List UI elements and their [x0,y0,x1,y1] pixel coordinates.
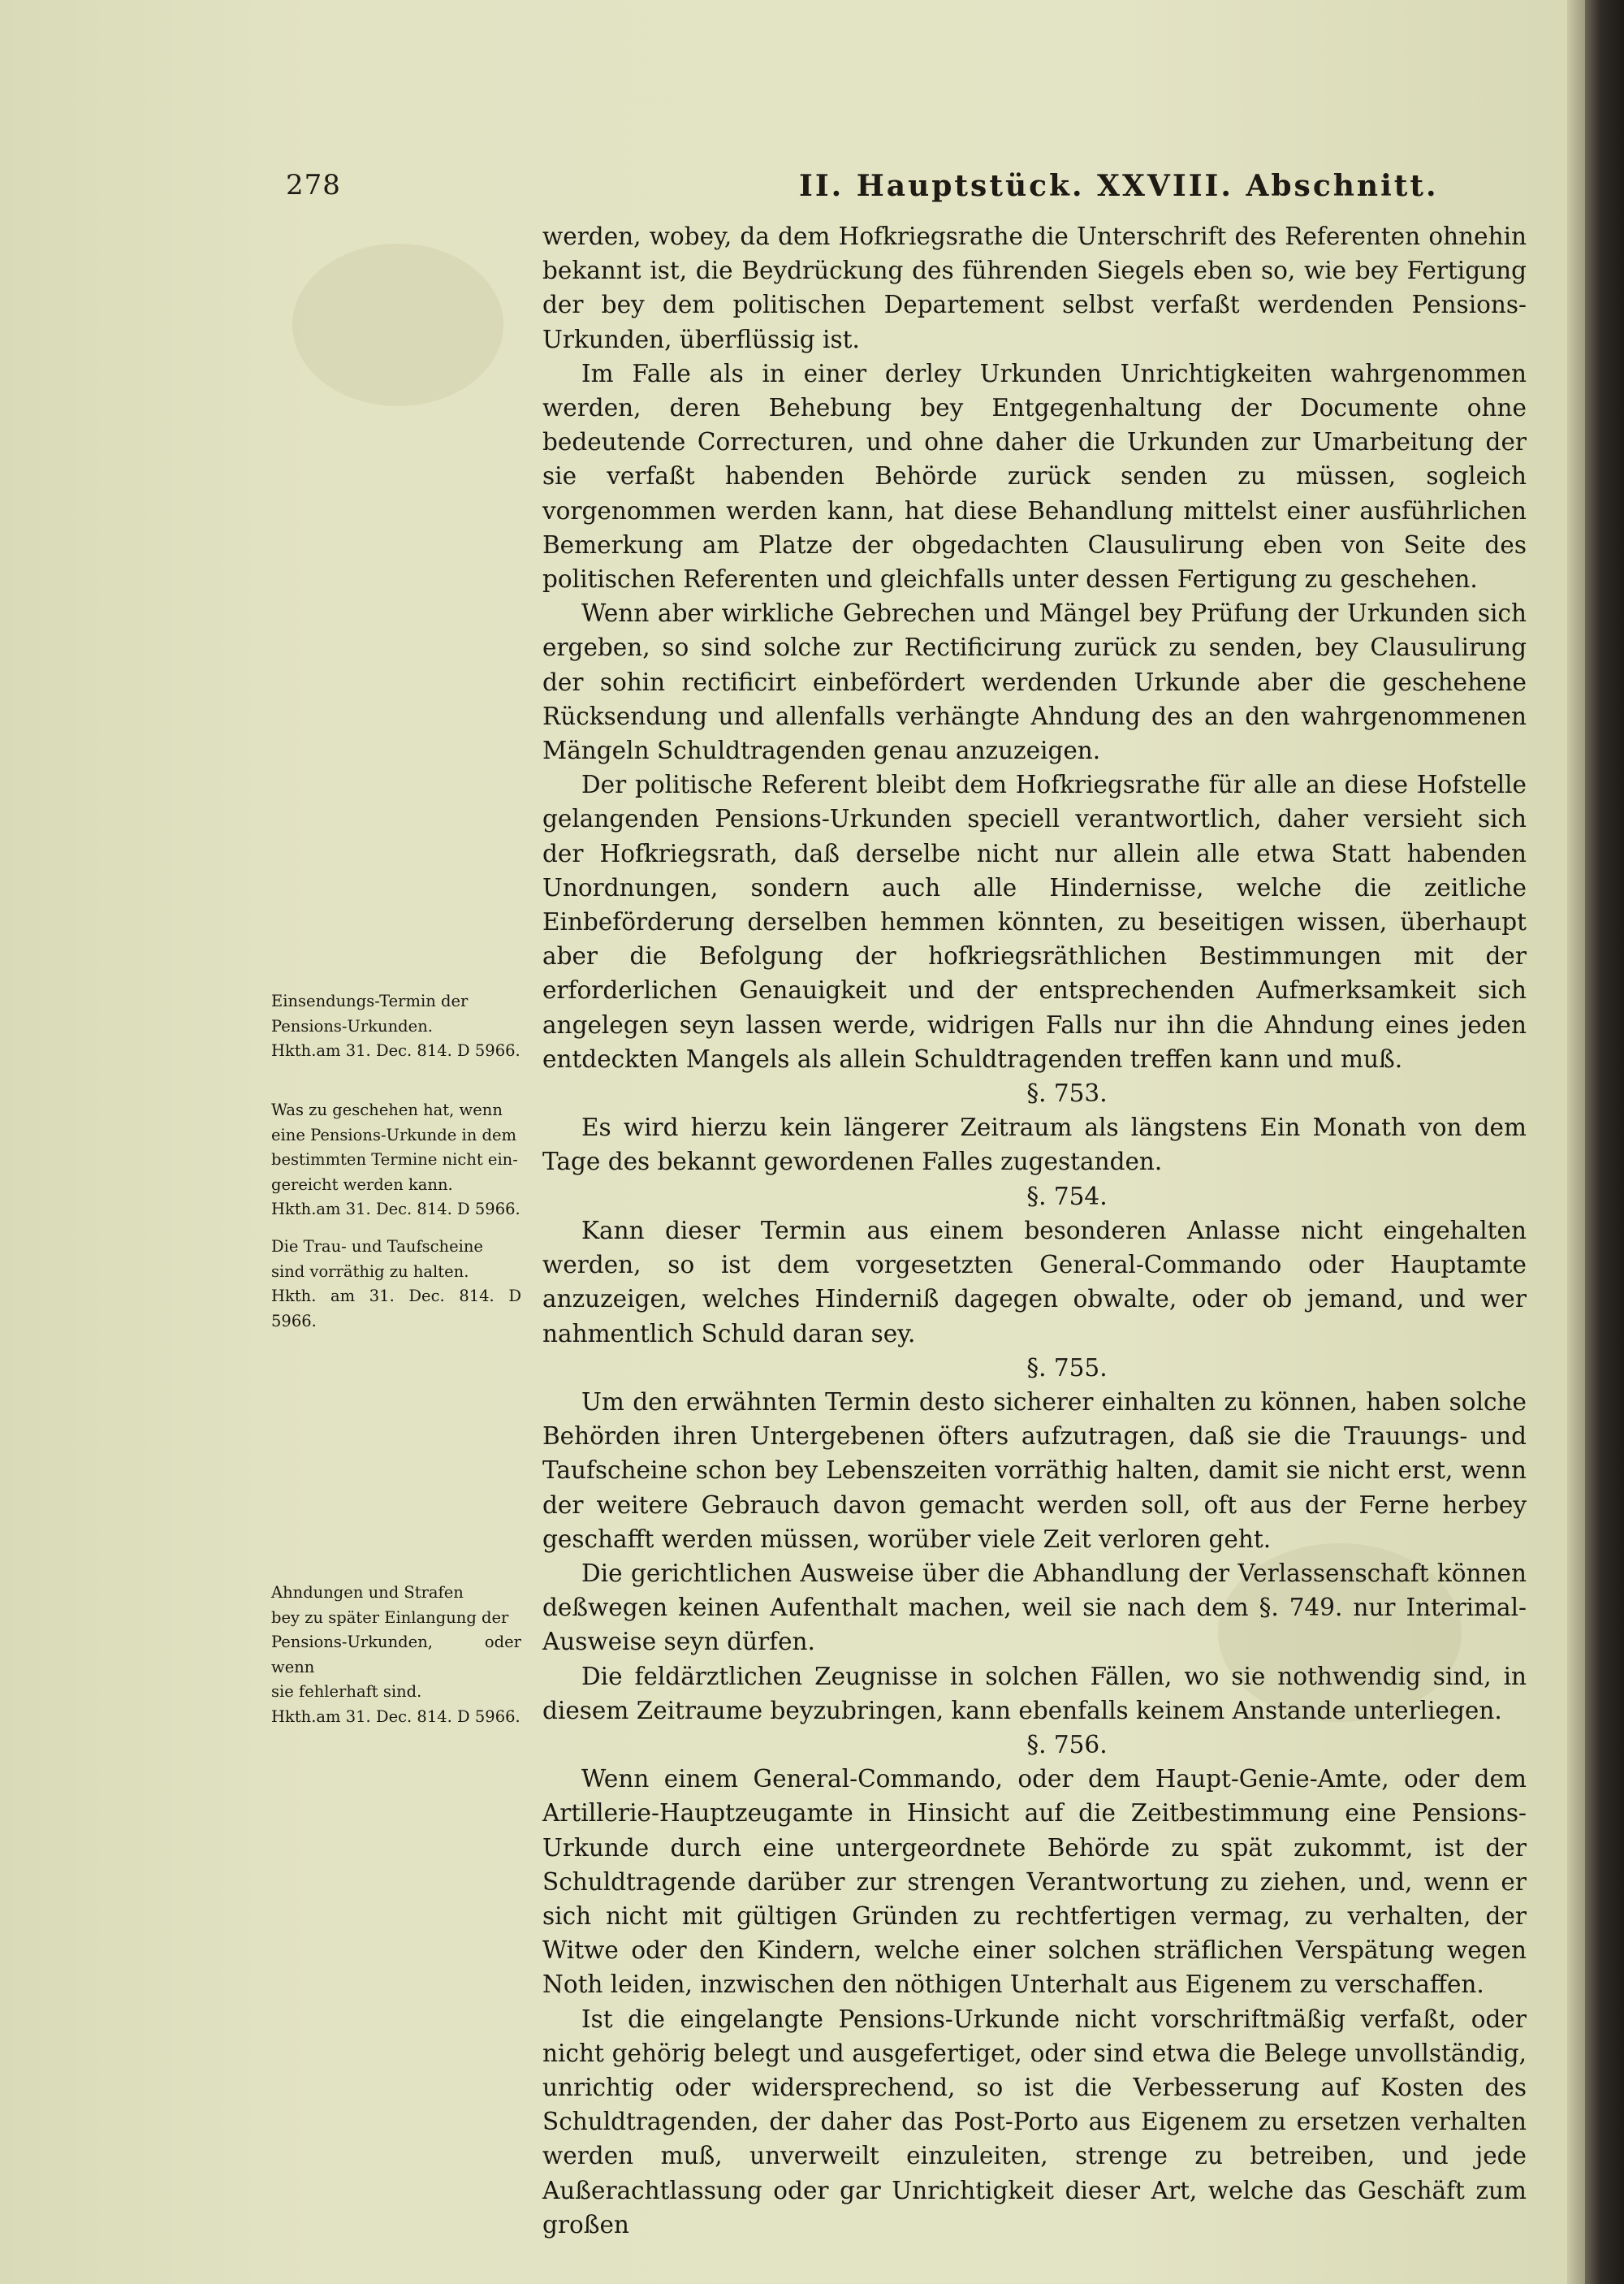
book-edge [1585,0,1624,2284]
margin-note-line: Hkth.am 31. Dec. 814. D 5966. [271,1041,520,1060]
margin-note-line: eine Pensions-Urkunde in dem [271,1125,516,1144]
paragraph: Die gerichtlichen Ausweise über die Abhandlung der Verlassenschaft können deßwegen keinen Aufenthalt machen, weil sie nach dem §. 749. nur Interimal-Ausweise seyn dürfen. [542,1559,1527,1656]
paragraph: Wenn aber wirkliche Gebrechen und Mängel bey Prüfung der Urkunden sich ergeben, so sind solche zur Rectificirung zurück zu senden, bey Clausulirung der sohin rectificirt einbefördert werdenden Urkunde aber die geschehene Rücksendung und allenfalls verhängte Ahndung des an den wahrgenommenen Mängeln Schuldtragenden genau anzuzeigen. [542,599,1527,765]
margin-note-line: gereicht werden kann. [271,1174,453,1194]
paragraph: Ist die eingelangte Pensions-Urkunde nicht vorschriftmäßig verfaßt, oder nicht gehörig belegt und ausgefertiget, oder sind etwa die Belege unvollständig, unrichtig oder widersprechend, so ist die Verbesserung auf Kosten des Schuldtragenden, der daher das Post-Porto aus Eigenem zu ersetzen verhalten werden muß, unverweilt einzuleiten, strenge zu betreiben, und jede Außerachtlassung oder gar Unrichtigkeit dieser Art, welche das Geschäft zum großen [542,2005,1527,2239]
margin-note-line: Einsendungs-Termin der [271,992,469,1010]
paragraph: Kann dieser Termin aus einem besonderen Anlasse nicht eingehalten werden, so ist dem vorgesetzten General-Commando oder Hauptamte anzuzeigen, welches Hinderniß dagegen obwalte, oder ob jemand, und wer nahmentlich Schuld daran sey. [542,1216,1527,1347]
paragraph: Die feldärztlichen Zeugnisse in solchen Fällen, wo sie nothwendig sind, in diesem Zeitraume beyzubringen, kann ebenfalls keinem Anstande unterliegen. [542,1662,1527,1724]
paper-stain [292,244,503,406]
page-spine-shadow [1567,0,1585,2284]
running-head: II. Hauptstück. XXVIII. Abschnitt. [799,169,1439,203]
margin-note-line: Pensions-Urkunden. [271,1016,433,1036]
section-heading-753: §. 753. [1026,1079,1108,1108]
margin-note-line: sie fehlerhaft sind. [271,1682,422,1701]
margin-note-line: bey zu später Einlangung der [271,1607,509,1627]
margin-note-line: sind vorräthig zu halten. [271,1261,469,1281]
paragraph: Um den erwähnten Termin desto sicherer einhalten zu können, haben solche Behörden ihren Untergebenen öfters aufzutragen, daß sie die Trauungs- und Taufscheine schon bey Lebenszeiten vorräthig halten, damit sie nicht erst, wenn der weitere Gebrauch davon gemacht werden soll, oft aus der Ferne herbey geschafft werden müssen, worüber viele Zeit verloren geht. [542,1387,1527,1553]
paragraph: Im Falle als in einer derley Urkunden Unrichtigkeiten wahrgenommen werden, deren Behebung bey Entgegenhaltung der Documente ohne bedeutende Correcturen, und ohne daher die Urkunden zur Umarbeitung der sie verfaßt habenden Behörde zurück senden zu müssen, sogleich vorgenommen werden kann, hat diese Behandlung mittelst einer ausführlichen Bemerkung am Platze der obgedachten Clausulirung eben von Seite des politischen Referenten und gleichfalls unter dessen Fertigung zu geschehen. [542,359,1527,594]
section-heading-755: §. 755. [1026,1353,1108,1382]
margin-note-line: Was zu geschehen hat, wenn [271,1101,503,1119]
margin-note-754 [271,1098,521,1222]
margin-note-753 [271,989,521,1064]
margin-note-line: Hkth.am 31. Dec. 814. D 5966. [271,1707,520,1726]
section-heading-756: §. 756. [1026,1730,1108,1758]
main-text-column [542,219,1527,2242]
margin-note-line: Ahndungen und Strafen [271,1583,464,1602]
page-header [268,169,1535,210]
margin-note-line: bestimmten Termine nicht ein- [271,1150,518,1169]
paragraph: Wenn einem General-Commando, oder dem Haupt-Genie-Amte, oder dem Artillerie-Hauptzeugamte in Hinsicht auf die Zeitbestimmung eine Pensions-Urkunde durch eine untergeordnete Behörde zu spät zukommt, ist der Schuldtragende darüber zur strengen Verantwortung zu ziehen, und, wenn er sich nicht mit gültigen Gründen zu rechtfertigen vermag, zu verhalten, der Witwe oder den Kindern, welche einer solchen sträflichen Verspätung wegen Noth leiden, inzwischen den nöthigen Unterhalt aus Eigenem zu verschaffen. [542,1765,1527,1999]
section-heading-754: §. 754. [1026,1182,1108,1210]
margin-note-line: Hkth. am 31. Dec. 814. D 5966. [271,1287,521,1330]
page-number: 278 [286,169,341,201]
margin-note-755 [271,1235,521,1334]
margin-note-line: Hkth.am 31. Dec. 814. D 5966. [271,1200,520,1218]
margin-note-756 [271,1581,521,1729]
paragraph: Es wird hierzu kein längerer Zeitraum als längstens Ein Monath von dem Tage des bekannt gewordenen Falles zugestanden. [542,1114,1527,1176]
margin-note-line: Pensions-Urkunden, oder wenn [271,1633,521,1676]
paragraph: werden, wobey, da dem Hofkriegsrathe die Unterschrift des Referenten ohnehin bekannt ist, die Beydrückung des führenden Siegels eben so, wie bey Fertigung der bey dem politischen Departement selbst verfaßt werdenden Pensions-Urkunden, überflüssig ist. [542,223,1527,353]
margin-note-line: Die Trau- und Taufscheine [271,1237,483,1256]
paragraph: Der politische Referent bleibt dem Hofkriegsrathe für alle an diese Hofstelle gelangenden Pensions-Urkunden speciell verantwortlich, daher versieht sich der Hofkriegsrath, daß derselbe nicht nur allein alle etwa Statt habenden Unordnungen, sondern auch alle Hindernisse, welche die zeitliche Einbeförderung derselben hemmen könnten, zu beseitigen wissen, überhaupt aber die Befolgung der hofkriegsräthlichen Bestimmungen mit der erforderlichen Genauigkeit und der entsprechenden Aufmerksamkeit sich angelegen seyn lassen werde, widrigen Falls nur ihn die Ahndung eines jeden entdeckten Mangels als allein Schuldtragenden treffen kann und muß. [542,771,1527,1073]
